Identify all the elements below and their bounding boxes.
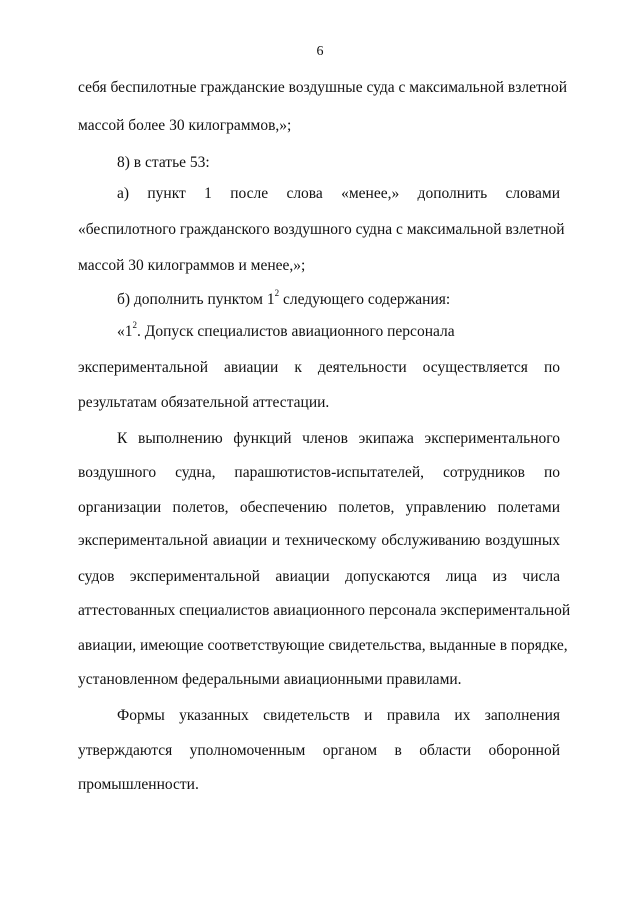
text-line: авиации, имеющие соответствующие свидетельства, выданные в порядке, (78, 637, 568, 654)
text-segment: б) дополнить пунктом 1 (117, 291, 275, 308)
text-line: промышленности. (78, 776, 199, 793)
text-line: судов экспериментальной авиации допускаются лица из числа (78, 568, 560, 585)
text-line: воздушного судна, парашютистов-испытателей, сотрудников по (78, 464, 560, 481)
text-line: а) пункт 1 после слова «менее,» дополнить словами (117, 185, 560, 202)
text-line: экспериментальной авиации и техническому обслуживанию воздушных (78, 532, 560, 549)
text-line: результатам обязательной аттестации. (78, 394, 330, 411)
text-line: утверждаются уполномоченным органом в области оборонной (78, 742, 560, 759)
text-line: Формы указанных свидетельств и правила их заполнения (117, 707, 560, 724)
text-segment: . Допуск специалистов авиационного персонала (137, 323, 455, 340)
superscript: 2 (274, 287, 280, 298)
text-line: 8) в статье 53: (117, 154, 210, 171)
text-segment: следующего содержания: (279, 291, 451, 308)
text-segment: «1 (117, 323, 133, 340)
text-line: организации полетов, обеспечению полетов, управлению полетами (78, 499, 560, 516)
text-line: себя беспилотные гражданские воздушные суда с максимальной взлетной (78, 79, 568, 96)
text-line: массой более 30 килограммов,»; (78, 117, 292, 134)
text-line (117, 319, 560, 342)
text-line: К выполнению функций членов экипажа экспериментального (117, 430, 560, 447)
text-line: массой 30 килограммов и менее,»; (78, 257, 306, 274)
text-line: «беспилотного гражданского воздушного судна с максимальной взлетной (78, 221, 565, 238)
text-line: аттестованных специалистов авиационного персонала экспериментальной (78, 602, 571, 619)
text-line (117, 287, 560, 310)
superscript: 2 (132, 319, 137, 330)
text-line: экспериментальной авиации к деятельности осуществляется по (78, 359, 560, 376)
text-line: установленном федеральными авиационными правилами. (78, 671, 462, 688)
page-number: 6 (316, 44, 324, 59)
